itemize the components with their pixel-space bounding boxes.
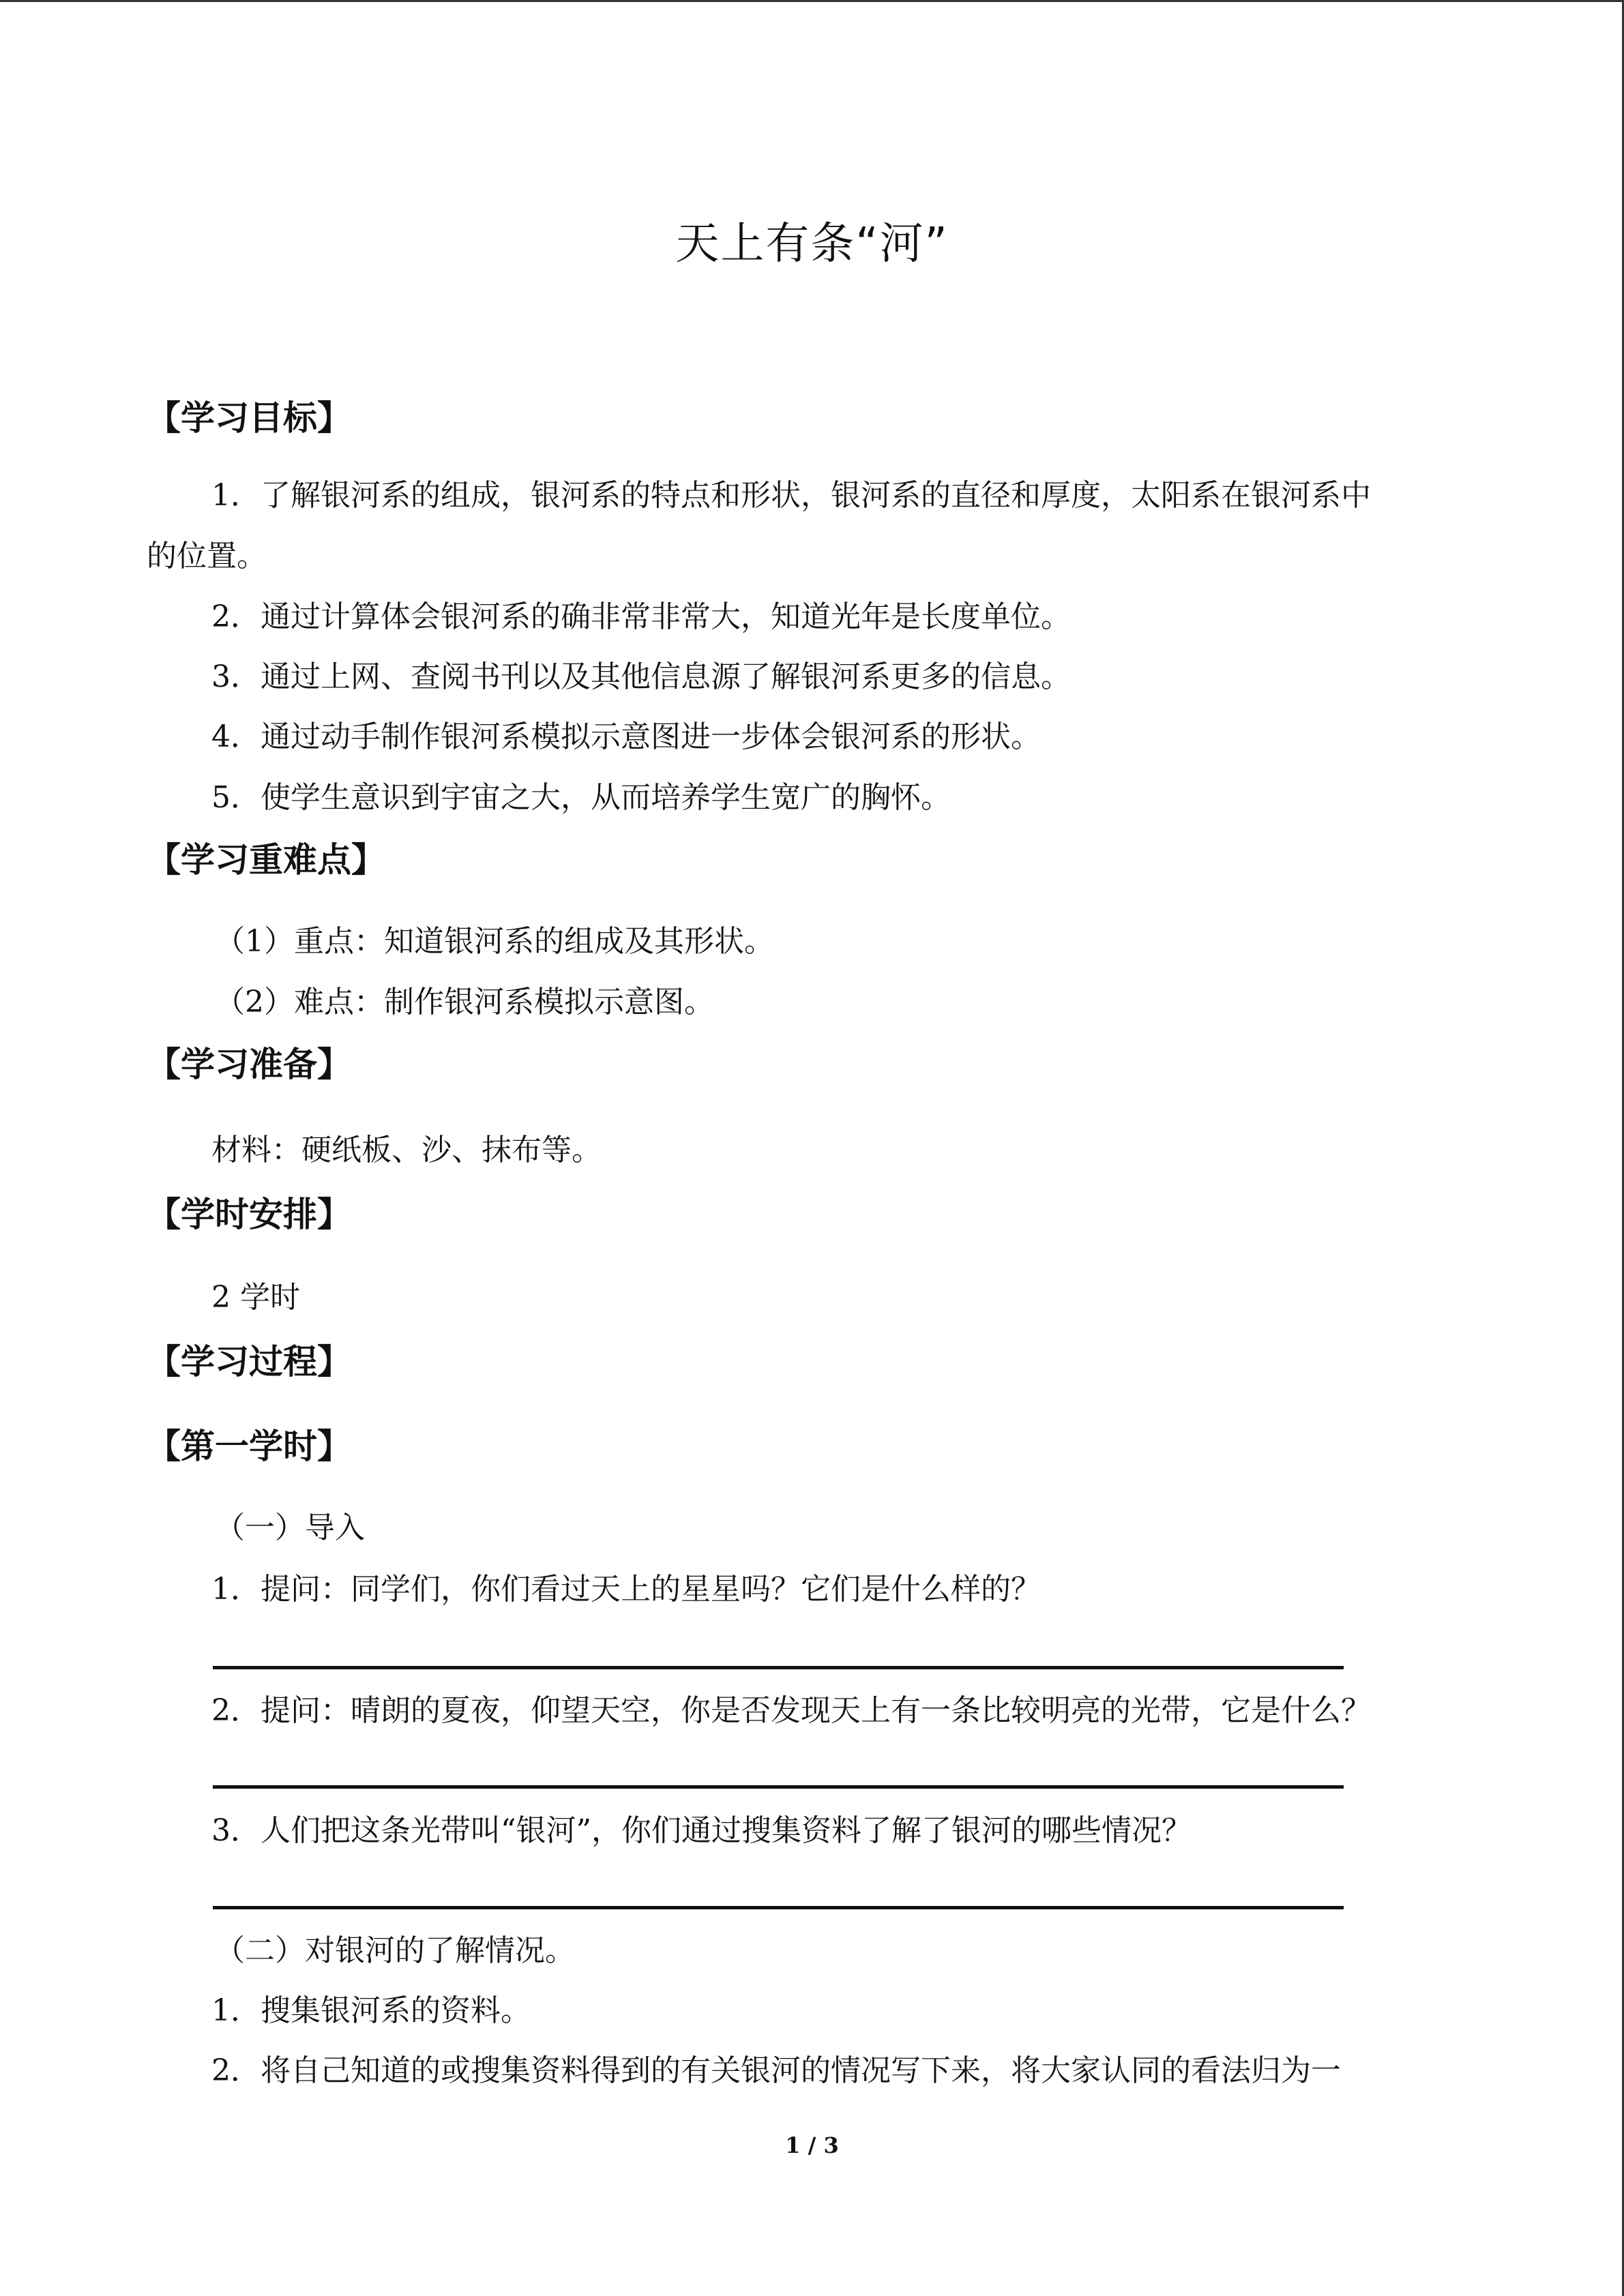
question-1: 1．提问：同学们，你们看过天上的星星吗？它们是什么样的？ <box>211 1572 1041 1607</box>
part1-title: （一）导入 <box>215 1510 365 1545</box>
objective-item-3: 3．通过上网、查阅书刊以及其他信息源了解银河系更多的信息。 <box>211 659 1071 694</box>
preparation-text: 材料：硬纸板、沙、抹布等。 <box>211 1133 602 1167</box>
section-heading-objectives: 【学习目标】 <box>147 398 351 438</box>
schedule-text: 2 学时 <box>211 1280 300 1315</box>
part2-item-2: 2．将自己知道的或搜集资料得到的有关银河的情况写下来，将大家认同的看法归为一 <box>211 2053 1341 2088</box>
section-heading-first-period: 【第一学时】 <box>147 1427 351 1466</box>
section-heading-schedule: 【学时安排】 <box>147 1195 351 1234</box>
key-point-item-1: （1）重点：知道银河系的组成及其形状。 <box>215 924 774 959</box>
page-number: 1 / 3 <box>785 2132 839 2158</box>
section-heading-process: 【学习过程】 <box>147 1342 351 1382</box>
objective-item-4: 4．通过动手制作银河系模拟示意图进一步体会银河系的形状。 <box>211 719 1041 754</box>
objective-item-1-continued: 的位置。 <box>147 539 267 573</box>
page-title: 天上有条“河” <box>675 219 949 269</box>
question-2: 2．提问：晴朗的夏夜，仰望天空，你是否发现天上有一条比较明亮的光带，它是什么？ <box>211 1693 1371 1728</box>
objective-item-2: 2．通过计算体会银河系的确非常非常大，知道光年是长度单位。 <box>211 599 1071 634</box>
section-heading-preparation: 【学习准备】 <box>147 1045 351 1084</box>
objective-item-1: 1．了解银河系的组成，银河系的特点和形状，银河系的直径和厚度，太阳系在银河系中 <box>211 478 1371 513</box>
answer-blank-1[interactable] <box>213 1666 1344 1669</box>
objective-item-5: 5．使学生意识到宇宙之大，从而培养学生宽广的胸怀。 <box>211 780 951 815</box>
section-heading-key-points: 【学习重难点】 <box>147 840 385 880</box>
question-3: 3．人们把这条光带叫“银河”，你们通过搜集资料了解了银河的哪些情况？ <box>211 1813 1192 1848</box>
answer-blank-3[interactable] <box>213 1906 1344 1909</box>
key-point-item-2: （2）难点：制作银河系模拟示意图。 <box>215 985 714 1019</box>
answer-blank-2[interactable] <box>213 1785 1344 1789</box>
part2-item-1: 1．搜集银河系的资料。 <box>211 1993 531 2028</box>
part2-title: （二）对银河的了解情况。 <box>215 1933 575 1968</box>
